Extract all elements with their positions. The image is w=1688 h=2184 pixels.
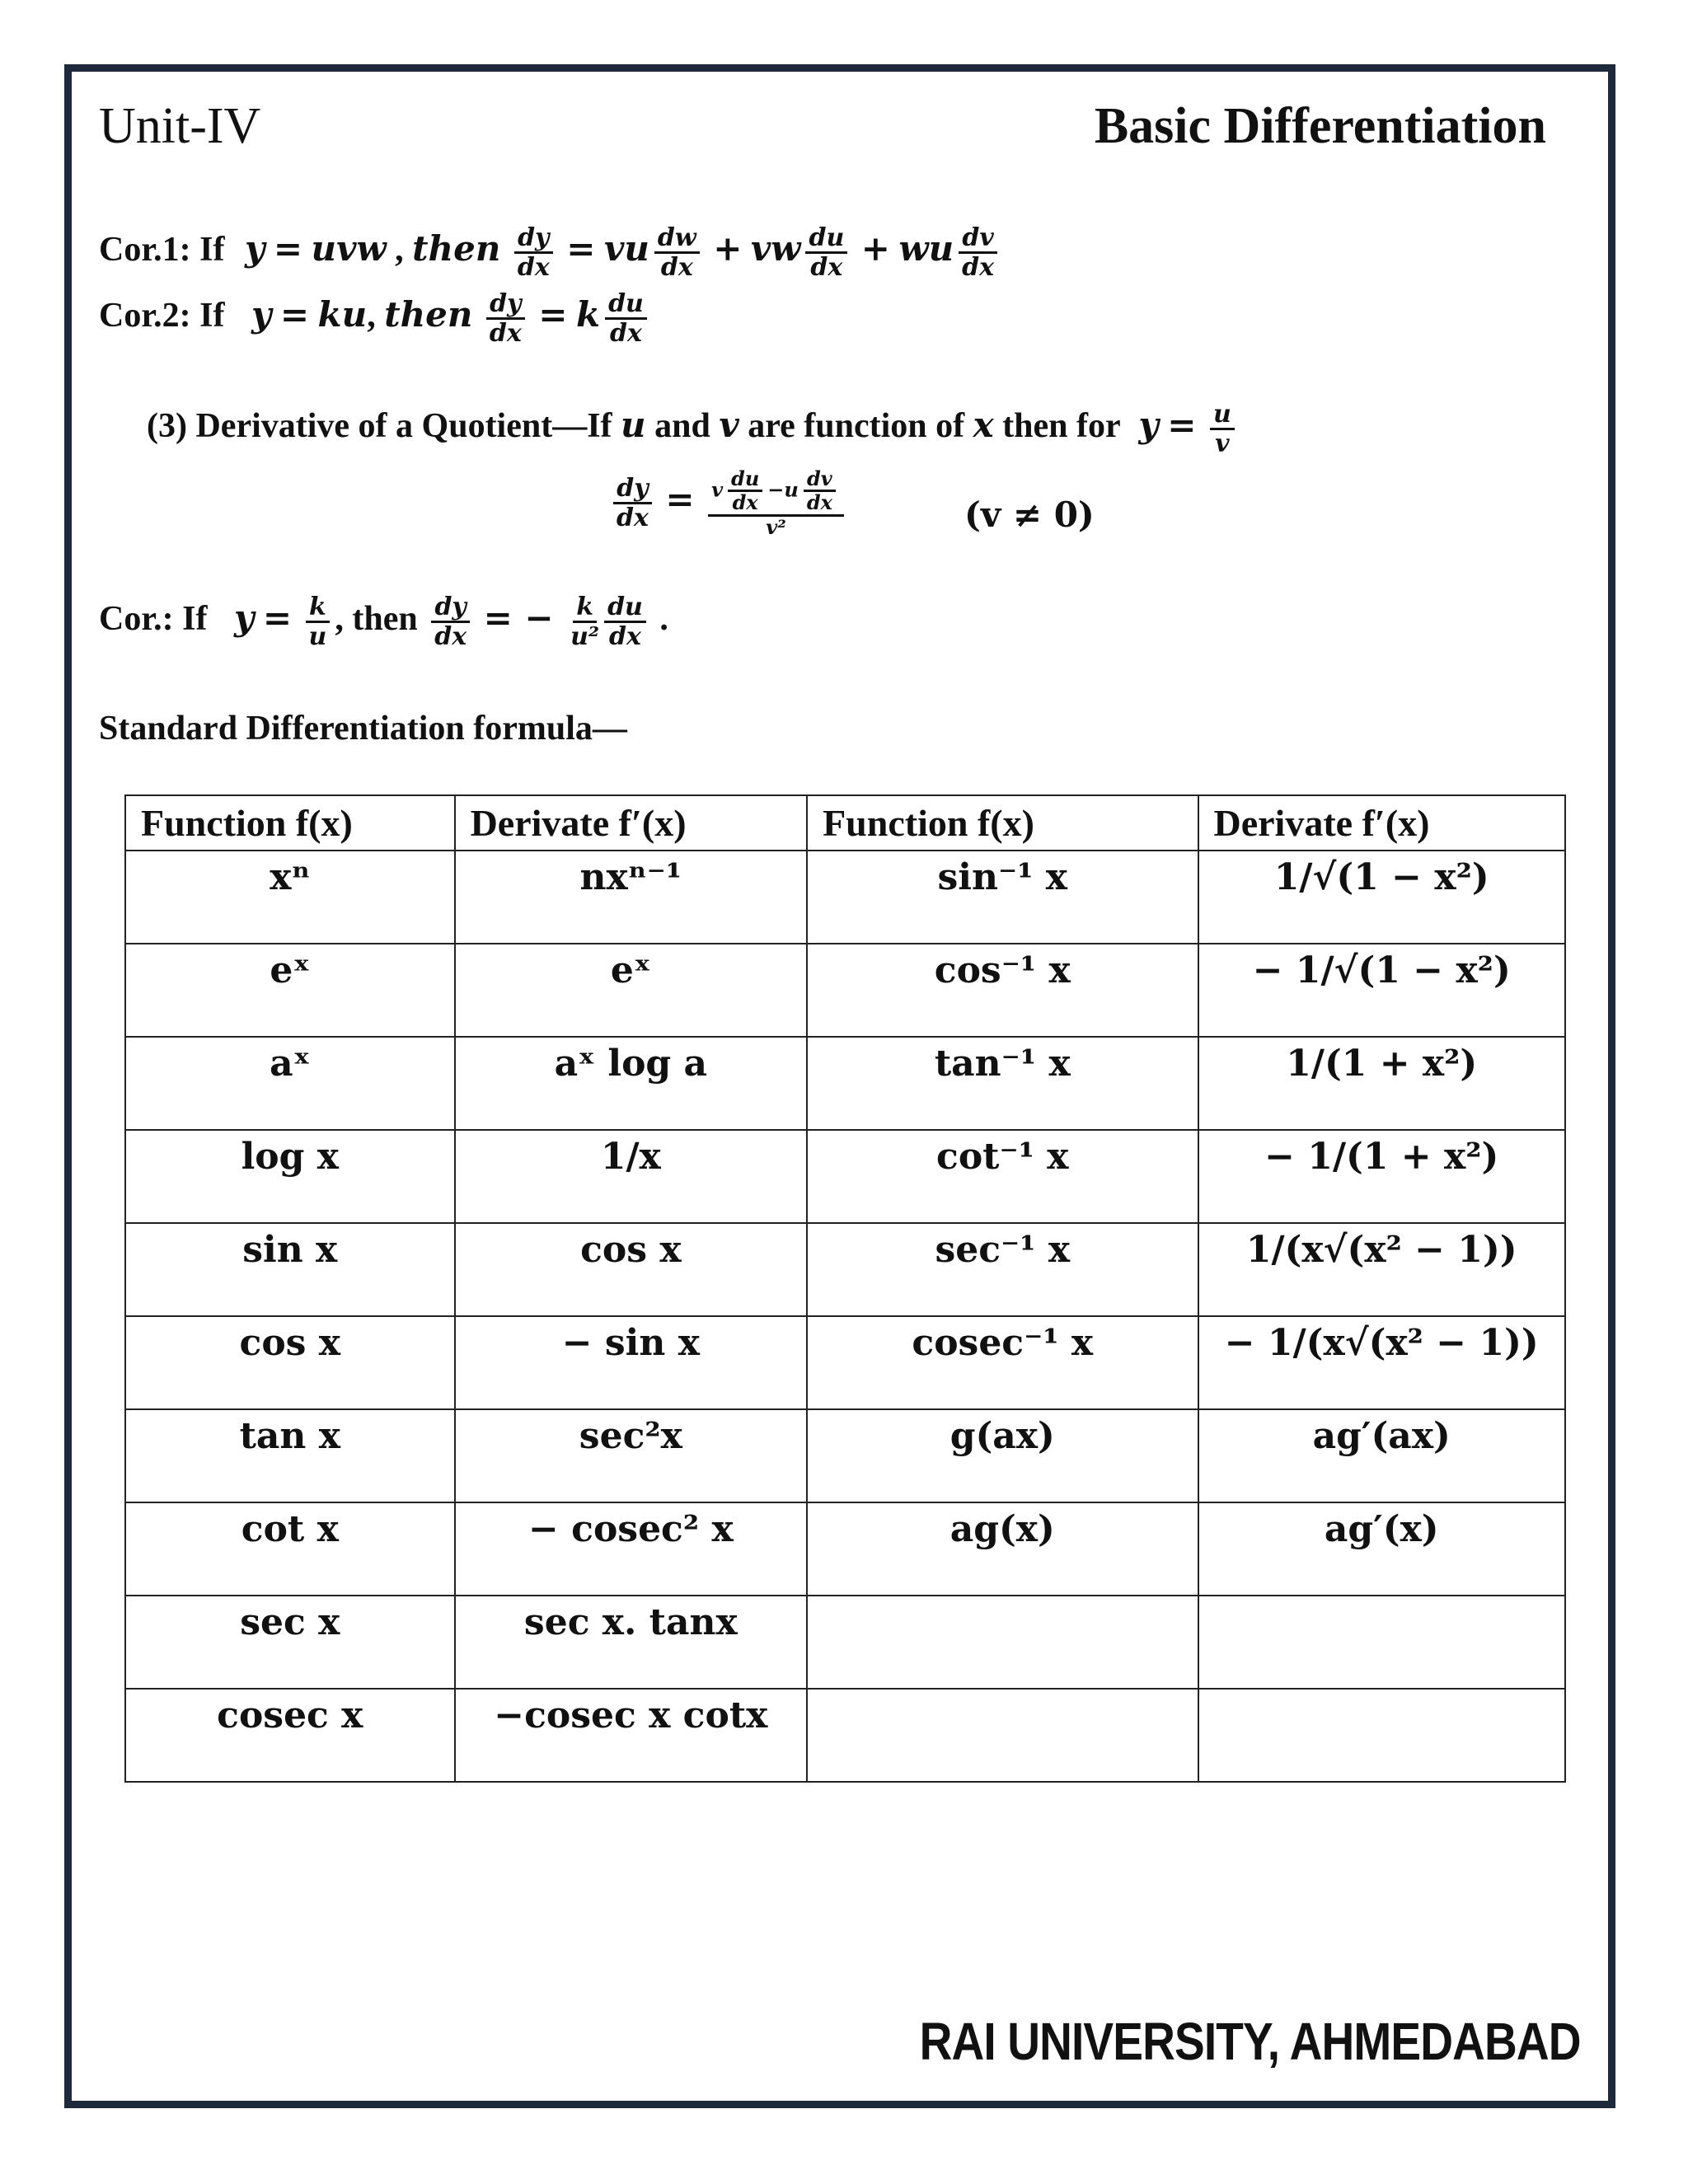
table-cell: cot⁻¹ x (807, 1130, 1198, 1223)
column-header: Derivate f′(x) (455, 795, 808, 851)
table-cell: − 1/√(1 − x²) (1198, 944, 1566, 1037)
quotient-heading: (3) Derivative of a Quotient—If u and v are function of x then for y = $\frac{u}{v}$ (147, 401, 1240, 457)
table-cell (807, 1689, 1198, 1782)
formula-table (124, 794, 1566, 1783)
table-row (125, 1409, 1565, 1502)
corollary-3: Cor.: If y = $\frac{k}{u}$ , then $\frac{dy}{dx}$ = − $\frac{k}{\text{u²}}$ $\frac{du}{dx}$ . (99, 593, 668, 651)
table-row (125, 1223, 1565, 1316)
table-cell: eˣ (455, 944, 808, 1037)
institution-footer: RAI UNIVERSITY, AHMEDABAD (919, 2012, 1581, 2071)
corollary-1: Cor.1: If y = uvw , then $\frac{dy}{dx}$ = vu $\frac{dw}{dx}$ + vw $\frac{du}{dx}$ + wu $\frac{dv}{dx}$ (99, 224, 1002, 281)
table-cell: − cosec² x (455, 1502, 808, 1596)
table-row (125, 1689, 1565, 1782)
table-cell: cosec x (125, 1689, 455, 1782)
table-cell: xⁿ (125, 851, 455, 944)
table-cell: ag′(ax) (1198, 1409, 1566, 1502)
table-cell: sec⁻¹ x (807, 1223, 1198, 1316)
table-cell: cot x (125, 1502, 455, 1596)
page-title: Basic Differentiation (1094, 98, 1546, 154)
unit-label: Unit-IV (99, 98, 261, 154)
table-cell: aˣ (125, 1037, 455, 1130)
section-title: Standard Differentiation formula— (99, 710, 627, 748)
column-header: Function f(x) (807, 795, 1198, 851)
table-cell: cos x (455, 1223, 808, 1316)
table-cell: tan⁻¹ x (807, 1037, 1198, 1130)
table-header-row (125, 795, 1565, 851)
corollary-2-prefix: Cor.2: If (99, 297, 225, 335)
table-cell: sin x (125, 1223, 455, 1316)
table-cell: g(ax) (807, 1409, 1198, 1502)
table-cell: sec²x (455, 1409, 808, 1502)
quotient-condition: (v ≠ 0) (964, 494, 1095, 535)
table-row (125, 944, 1565, 1037)
table-cell: 1/(1 + x²) (1198, 1037, 1566, 1130)
table-cell: sec x. tanx (455, 1596, 808, 1689)
table-row (125, 1316, 1565, 1409)
table-cell (1198, 1689, 1566, 1782)
table-cell (1198, 1596, 1566, 1689)
table-cell: log x (125, 1130, 455, 1223)
table-cell: cos x (125, 1316, 455, 1409)
table-cell: 1/x (455, 1130, 808, 1223)
corollary-2: Cor.2: If y = ku, then $\frac{dy}{dx}$ = k $\frac{du}{dx}$ (99, 290, 652, 347)
table-cell: cos⁻¹ x (807, 944, 1198, 1037)
table-cell: ag′(x) (1198, 1502, 1566, 1596)
table-cell: nxⁿ⁻¹ (455, 851, 808, 944)
table-row (125, 851, 1565, 944)
corollary-3-prefix: Cor.: If (99, 600, 208, 639)
table-cell: eˣ (125, 944, 455, 1037)
table-row (125, 1596, 1565, 1689)
corollary-1-prefix: Cor.1: If (99, 231, 225, 269)
table-cell: 1/(x√(x² − 1)) (1198, 1223, 1566, 1316)
table-cell: − sin x (455, 1316, 808, 1409)
table-cell: ag(x) (807, 1502, 1198, 1596)
table-cell: tan x (125, 1409, 455, 1502)
table-cell: −cosec x cotx (455, 1689, 808, 1782)
column-header: Derivate f′(x) (1198, 795, 1566, 851)
table-row (125, 1502, 1565, 1596)
table-row (125, 1130, 1565, 1223)
table-cell: aˣ log a (455, 1037, 808, 1130)
table-cell: sec x (125, 1596, 455, 1689)
table-row (125, 1037, 1565, 1130)
table-cell: − 1/(1 + x²) (1198, 1130, 1566, 1223)
table-cell (807, 1596, 1198, 1689)
table-cell: cosec⁻¹ x (807, 1316, 1198, 1409)
column-header: Function f(x) (125, 795, 455, 851)
table-cell: 1/√(1 − x²) (1198, 851, 1566, 944)
table-cell: sin⁻¹ x (807, 851, 1198, 944)
table-cell: − 1/(x√(x² − 1)) (1198, 1316, 1566, 1409)
quotient-formula: $\frac{dy}{dx}$ = v $\frac{du}{dx}$ −u $\frac{dv}{dx}$ v² (608, 468, 849, 538)
